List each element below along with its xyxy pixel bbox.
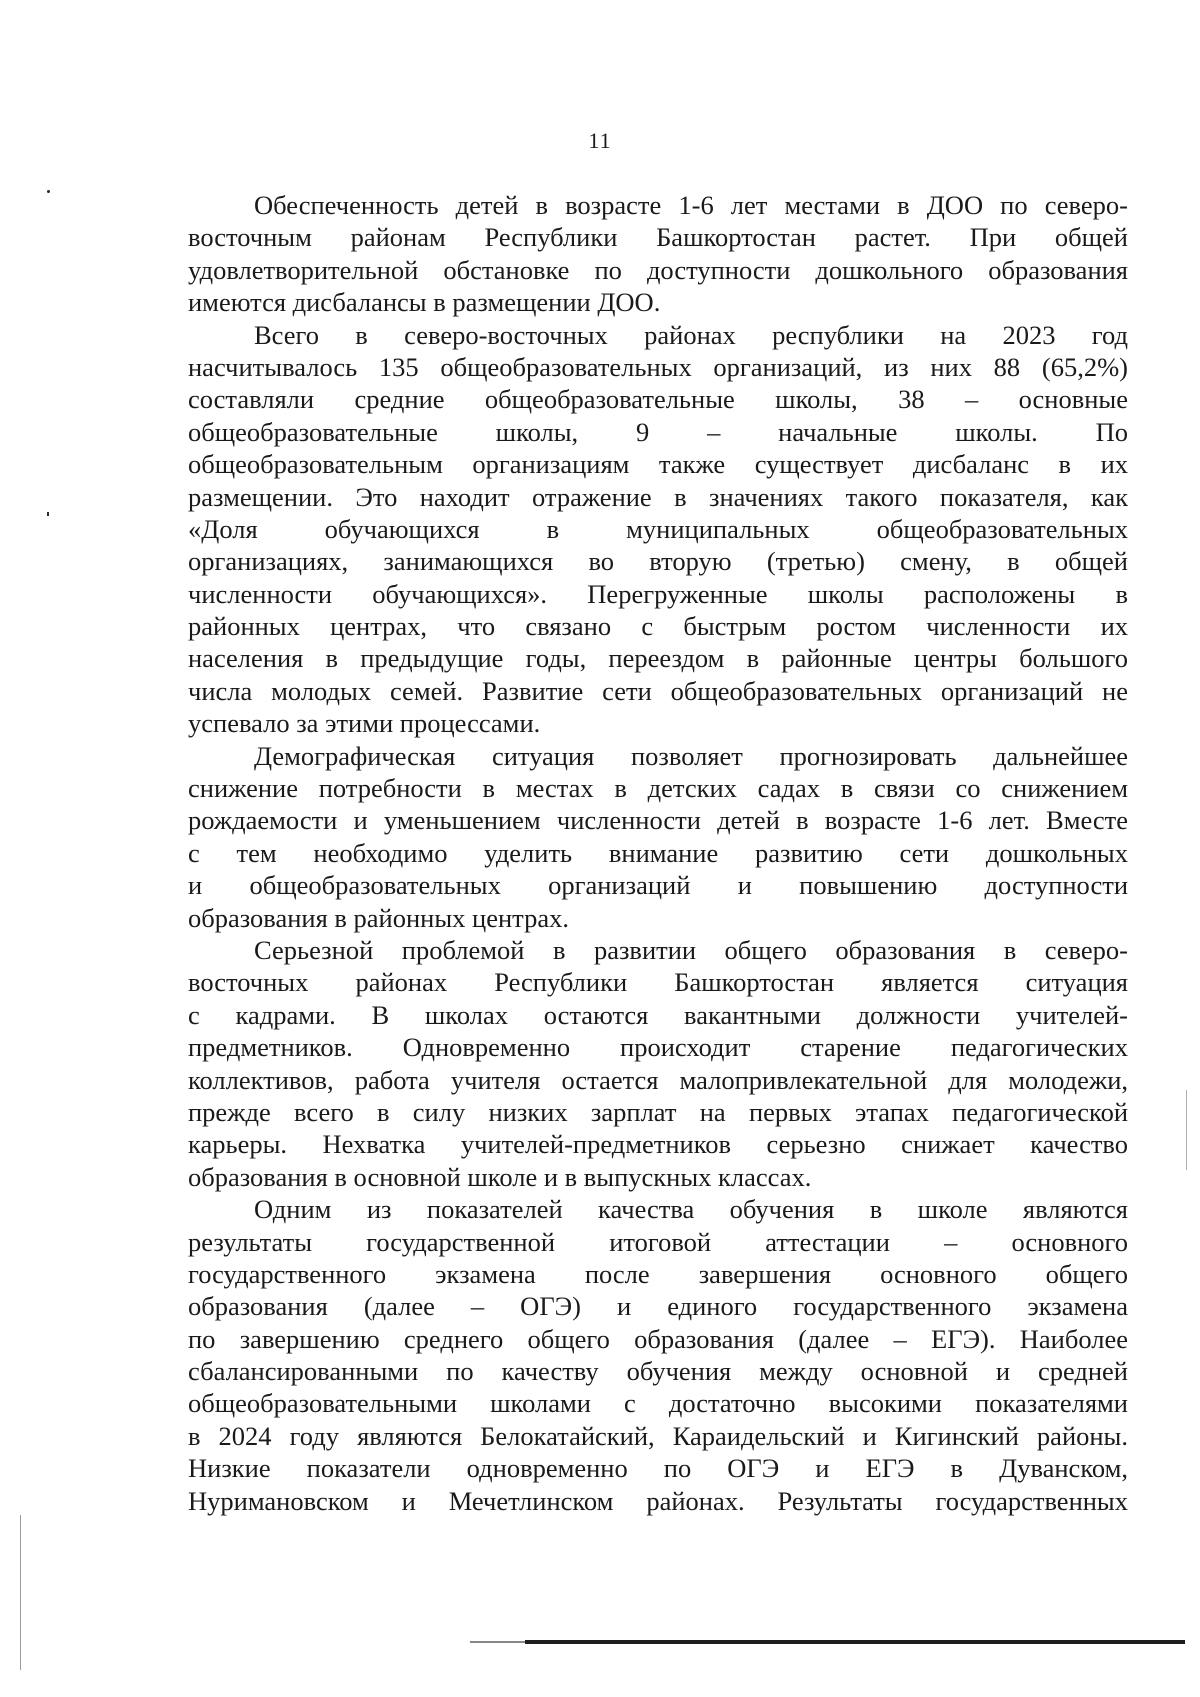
text-line: имеются дисбалансы в размещении ДОО. bbox=[188, 287, 661, 318]
text-line: образования (далее – ОГЭ) и единого государственного экзамена bbox=[188, 1291, 1128, 1322]
text-line: населения в предыдущие годы, переездом в районные центры большого bbox=[188, 643, 1128, 674]
scan-speck bbox=[47, 190, 50, 193]
paragraph bbox=[188, 319, 1128, 740]
text-line: общеобразовательные школы, 9 – начальные школы. По bbox=[188, 416, 1128, 447]
text-line: организациях, занимающихся во вторую (третью) смену, в общей bbox=[188, 546, 1128, 577]
text-line: численности обучающихся». Перегруженные школы расположены в bbox=[188, 578, 1128, 609]
text-line: Низкие показатели одновременно по ОГЭ и ЕГЭ в Дуванском, bbox=[188, 1453, 1128, 1484]
scan-edge-line bbox=[1186, 1090, 1187, 1170]
scan-bottom-shadow bbox=[470, 1641, 530, 1643]
text-line: общеобразовательным организациям также существует дисбаланс в их bbox=[188, 449, 1128, 480]
text-line: районных центрах, что связано с быстрым ростом численности их bbox=[188, 611, 1128, 642]
scan-speck bbox=[47, 512, 49, 516]
text-line: образования в основной школе и в выпускных классах. bbox=[188, 1161, 812, 1192]
text-line: карьеры. Нехватка учителей-предметников серьезно снижает качество bbox=[188, 1129, 1128, 1160]
text-line: результаты государственной итоговой аттестации – основного bbox=[188, 1226, 1128, 1257]
text-line: образования в районных центрах. bbox=[188, 902, 569, 933]
scan-bottom-border bbox=[525, 1640, 1185, 1644]
text-line: Демографическая ситуация позволяет прогнозировать дальнейшее bbox=[254, 740, 1128, 771]
text-line: в 2024 году являются Белокатайский, Караидельский и Кигинский районы. bbox=[188, 1420, 1128, 1451]
text-line: составляли средние общеобразовательные школы, 38 – основные bbox=[188, 384, 1128, 415]
text-line: Одним из показателей качества обучения в школе являются bbox=[254, 1194, 1128, 1225]
text-line: с тем необходимо уделить внимание развитию сети дошкольных bbox=[188, 837, 1128, 868]
paragraph bbox=[188, 189, 1128, 319]
text-line: Серьезной проблемой в развитии общего образования в северо- bbox=[254, 934, 1128, 965]
text-line: числа молодых семей. Развитие сети общеобразовательных организаций не bbox=[188, 675, 1128, 706]
paragraph bbox=[188, 740, 1128, 934]
text-line: коллективов, работа учителя остается малопривлекательной для молодежи, bbox=[188, 1064, 1128, 1095]
text-line: государственного экзамена после завершения основного общего bbox=[188, 1258, 1128, 1289]
text-line: размещении. Это находит отражение в значениях такого показателя, как bbox=[188, 481, 1128, 512]
text-line: предметников. Одновременно происходит старение педагогических bbox=[188, 1032, 1128, 1063]
text-line: успевало за этими процессами. bbox=[188, 708, 541, 739]
text-line: и общеобразовательных организаций и повышению доступности bbox=[188, 870, 1128, 901]
page-number: 11 bbox=[588, 128, 612, 153]
text-line: сбалансированными по качеству обучения между основной и средней bbox=[188, 1356, 1128, 1387]
paragraph bbox=[188, 1193, 1128, 1517]
text-line: Всего в северо-восточных районах республики на 2023 год bbox=[254, 319, 1128, 350]
text-line: с кадрами. В школах остаются вакантными должности учителей- bbox=[188, 999, 1128, 1030]
text-line: восточных районах Республики Башкортостан является ситуация bbox=[188, 967, 1128, 998]
text-line: снижение потребности в местах в детских садах в связи со снижением bbox=[188, 773, 1128, 804]
text-line: Нуримановском и Мечетлинском районах. Результаты государственных bbox=[188, 1485, 1128, 1516]
text-line: рождаемости и уменьшением численности детей в возрасте 1-6 лет. Вместе bbox=[188, 805, 1128, 836]
text-line: «Доля обучающихся в муниципальных общеобразовательных bbox=[188, 513, 1128, 544]
text-line: прежде всего в силу низких зарплат на первых этапах педагогической bbox=[188, 1096, 1128, 1127]
paragraph bbox=[188, 934, 1128, 1193]
document-body bbox=[188, 189, 1128, 1517]
scan-edge-line bbox=[20, 1515, 21, 1670]
text-line: насчитывалось 135 общеобразовательных организаций, из них 88 (65,2%) bbox=[188, 351, 1128, 382]
text-line: восточным районам Республики Башкортостан растет. При общей bbox=[188, 222, 1128, 253]
text-line: Обеспеченность детей в возрасте 1-6 лет местами в ДОО по северо- bbox=[254, 190, 1128, 220]
text-line: удовлетворительной обстановке по доступности дошкольного образования bbox=[188, 254, 1128, 285]
text-line: общеобразовательными школами с достаточно высокими показателями bbox=[188, 1388, 1128, 1419]
text-line: по завершению среднего общего образования (далее – ЕГЭ). Наиболее bbox=[188, 1323, 1128, 1354]
